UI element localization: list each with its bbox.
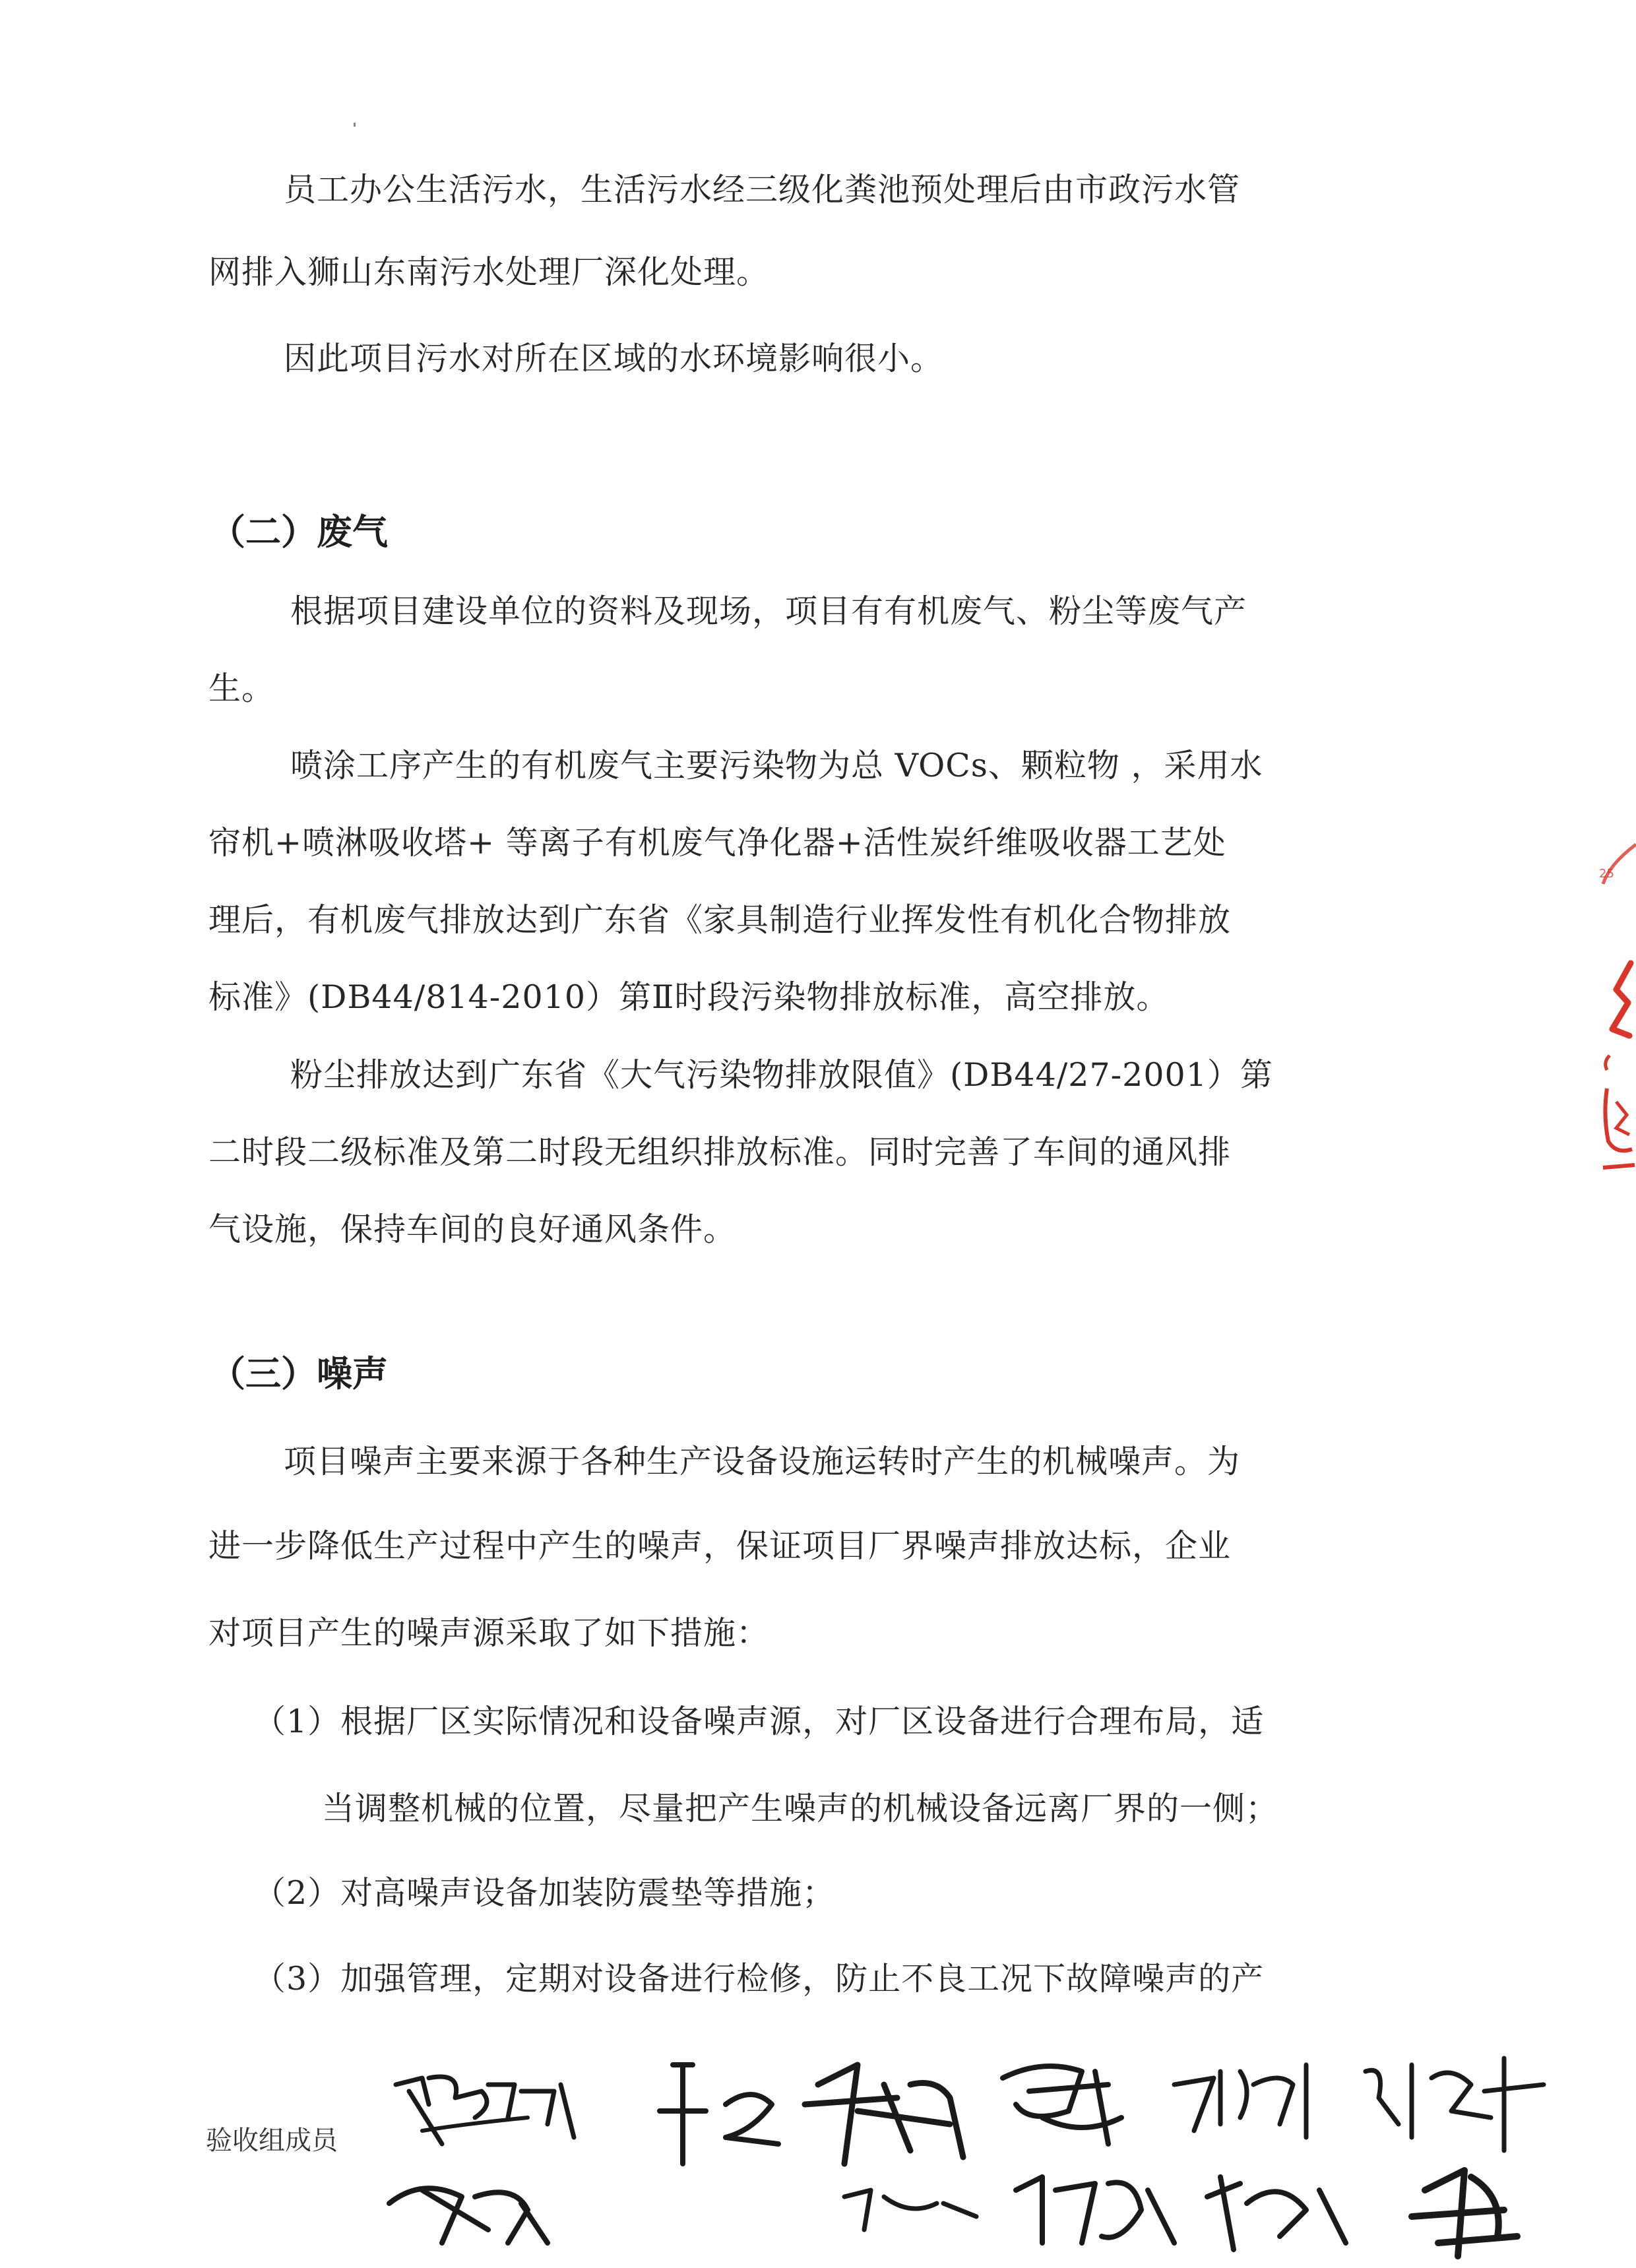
list-item: （3）加强管理，定期对设备进行检修，防止不良工况下故障噪声的产 — [253, 1960, 1265, 1998]
paragraph-line: 生。 — [208, 670, 275, 707]
svg-text:25: 25 — [1599, 867, 1614, 881]
paragraph-line: 进一步降低生产过程中产生的噪声，保证项目厂界噪声排放达标，企业 — [208, 1527, 1232, 1565]
paragraph-line: 粉尘排放达到广东省《大气污染物排放限值》(DB44/27-2001）第 — [290, 1056, 1273, 1094]
paragraph-line: 网排入狮山东南污水处理厂深化处理。 — [208, 253, 770, 291]
list-item: （1）根据厂区实际情况和设备噪声源，对厂区设备进行合理布局，适 — [253, 1703, 1265, 1740]
paragraph-line: 二时段二级标准及第二时段无组织排放标准。同时完善了车间的通风排 — [208, 1133, 1232, 1171]
list-item: （2）对高噪声设备加装防震垫等措施； — [253, 1874, 836, 1912]
acceptance-team-label: 验收组成员 — [206, 2126, 338, 2156]
paragraph-line: 标准》(DB44/814-2010）第Ⅱ时段污染物排放标准，高空排放。 — [208, 978, 1170, 1016]
paragraph-line: 因此项目污水对所在区域的水环境影响很小。 — [284, 340, 944, 377]
paragraph-line: 对项目产生的噪声源采取了如下措施： — [208, 1614, 770, 1652]
section-heading-exhaust-gas: （二）废气 — [210, 511, 388, 553]
official-seal-fragment — [1590, 838, 1636, 1181]
paragraph-line: 员工办公生活污水，生活污水经三级化粪池预处理后由市政污水管 — [284, 171, 1241, 208]
paragraph-line: 根据项目建设单位的资料及现场，项目有有机废气、粉尘等废气产 — [290, 592, 1247, 630]
paragraph-line: 帘机+喷淋吸收塔+ 等离子有机废气净化器+活性炭纤维吸收器工艺处 — [208, 824, 1226, 862]
paragraph-line: 气设施，保持车间的良好通风条件。 — [208, 1211, 737, 1248]
scan-speck — [354, 123, 356, 127]
paragraph-line: 理后，有机废气排放达到广东省《家具制造行业挥发性有机化合物排放 — [208, 901, 1232, 939]
paragraph-line: 喷涂工序产生的有机废气主要污染物为总 VOCs、颗粒物 ，采用水 — [290, 747, 1263, 784]
signature-area — [383, 2045, 1603, 2268]
list-item: 当调整机械的位置，尽量把产生噪声的机械设备远离厂界的一侧； — [322, 1790, 1279, 1827]
paragraph-line: 项目噪声主要来源于各种生产设备设施运转时产生的机械噪声。为 — [284, 1443, 1241, 1480]
section-heading-noise: （三）噪声 — [210, 1352, 388, 1395]
